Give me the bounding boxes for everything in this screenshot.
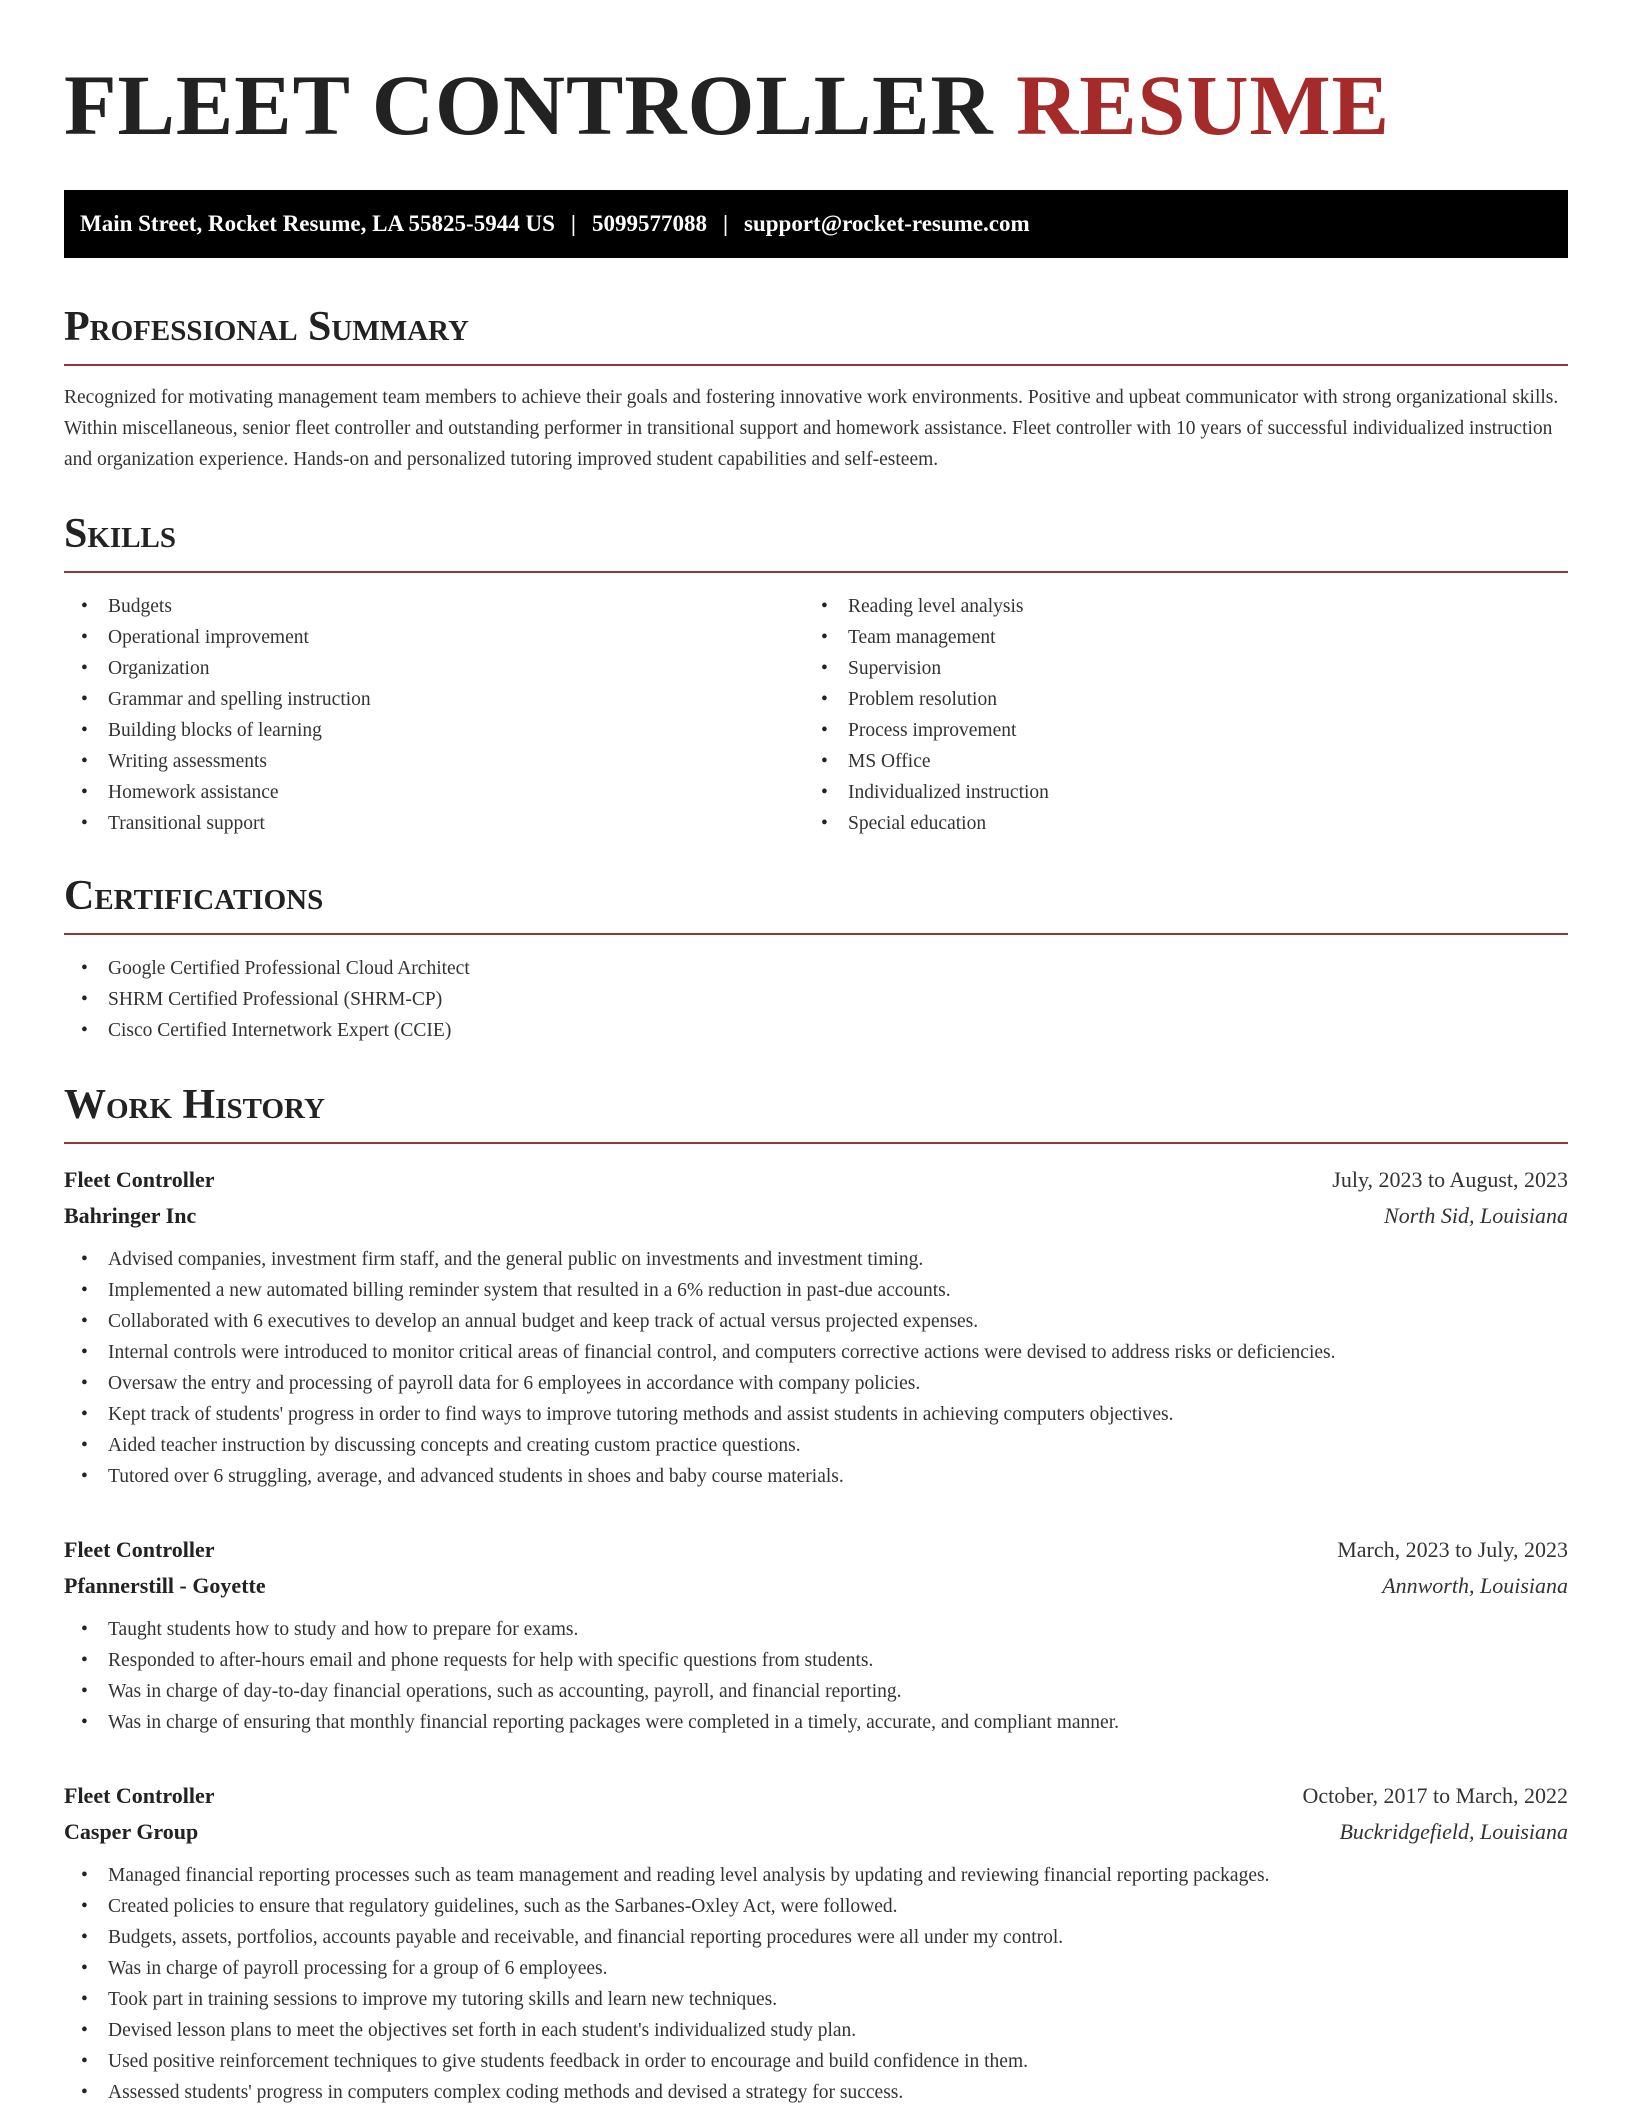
skills-section (64, 509, 1568, 839)
job-location: Annworth, Louisiana (1382, 1573, 1568, 1598)
contact-phone: 5099577088 (591, 211, 707, 236)
job-duty: • Budgets, assets, portfolios, accounts payable and receivable, and financial reporting procedures were all under my control. (64, 1922, 1568, 1953)
skills-list-left (64, 591, 804, 839)
section-heading-work-history: Work History (64, 1080, 1568, 1144)
job-duty: • Oversaw the entry and processing of payroll data for 6 employees in accordance with company policies. (64, 1368, 1568, 1399)
job-dates: July, 2023 to August, 2023 (1332, 1167, 1568, 1192)
job-header-row (64, 1162, 1568, 1198)
skill-item: • Process improvement (804, 715, 1544, 746)
skill-item: • Building blocks of learning (64, 715, 804, 746)
job-duties-list (64, 1860, 1568, 2108)
certification-item: • Cisco Certified Internetwork Expert (CCIE) (64, 1015, 1568, 1046)
job-duty: • Implemented a new automated billing reminder system that resulted in a 6% reduction in past-due accounts. (64, 1275, 1568, 1306)
job-company-row (64, 1814, 1568, 1850)
job-duty: • Tutored over 6 struggling, average, and advanced students in shoes and baby course materials. (64, 1461, 1568, 1492)
skill-item: • Writing assessments (64, 746, 804, 777)
resume-title (64, 48, 1568, 162)
job-company: Casper Group (64, 1819, 199, 1844)
skills-grid (64, 591, 1568, 839)
certification-item: • SHRM Certified Professional (SHRM-CP) (64, 984, 1568, 1015)
certifications-section (64, 871, 1568, 1046)
job-duty: • Internal controls were introduced to monitor critical areas of financial control, and computers corrective actions were devised to address risks or deficiencies. (64, 1337, 1568, 1368)
skill-item: • Transitional support (64, 808, 804, 839)
skill-item: • Budgets (64, 591, 804, 622)
skill-item: • Problem resolution (804, 684, 1544, 715)
job-duty: • Took part in training sessions to improve my tutoring skills and learn new techniques. (64, 1984, 1568, 2015)
job-title: Fleet Controller (64, 1783, 215, 1808)
resume-title-accent: RESUME (1016, 57, 1391, 153)
job-company-row (64, 1198, 1568, 1234)
job-duty: • Taught students how to study and how to prepare for exams. (64, 1614, 1568, 1645)
job-header-row (64, 1778, 1568, 1814)
job-duties-list (64, 1614, 1568, 1738)
job-entry (64, 1162, 1568, 1492)
work-history-section (64, 1080, 1568, 2108)
skills-list-right (804, 591, 1544, 839)
skill-item: • Team management (804, 622, 1544, 653)
section-heading-certifications: Certifications (64, 871, 1568, 935)
job-duty: • Aided teacher instruction by discussing concepts and creating custom practice questions. (64, 1430, 1568, 1461)
job-duty: • Created policies to ensure that regulatory guidelines, such as the Sarbanes-Oxley Act, were followed. (64, 1891, 1568, 1922)
skill-item: • Operational improvement (64, 622, 804, 653)
job-header-row (64, 1532, 1568, 1568)
job-duty: • Was in charge of payroll processing for a group of 6 employees. (64, 1953, 1568, 1984)
job-title: Fleet Controller (64, 1537, 215, 1562)
job-duty: • Devised lesson plans to meet the objectives set forth in each student's individualized study plan. (64, 2015, 1568, 2046)
job-location: North Sid, Louisiana (1384, 1203, 1568, 1228)
certification-item: • Google Certified Professional Cloud Architect (64, 953, 1568, 984)
resume-title-main: FLEET CONTROLLER (64, 57, 994, 153)
skill-item: • Grammar and spelling instruction (64, 684, 804, 715)
skill-item: • Individualized instruction (804, 777, 1544, 808)
job-duty: • Used positive reinforcement techniques to give students feedback in order to encourage and build confidence in them. (64, 2046, 1568, 2077)
job-entry (64, 1532, 1568, 1738)
job-title: Fleet Controller (64, 1167, 215, 1192)
summary-section (64, 302, 1568, 475)
skill-item: • MS Office (804, 746, 1544, 777)
contact-address: Main Street, Rocket Resume, LA 55825-5944 US (80, 211, 555, 236)
job-duties-list (64, 1244, 1568, 1492)
job-duty: • Was in charge of day-to-day financial operations, such as accounting, payroll, and financial reporting. (64, 1676, 1568, 1707)
job-duty: • Assessed students' progress in computers complex coding methods and devised a strategy for success. (64, 2077, 1568, 2108)
job-location: Buckridgefield, Louisiana (1339, 1819, 1568, 1844)
skill-item: • Reading level analysis (804, 591, 1544, 622)
job-duty: • Was in charge of ensuring that monthly financial reporting packages were completed in a timely, accurate, and compliant manner. (64, 1707, 1568, 1738)
section-heading-summary: Professional Summary (64, 302, 1568, 366)
contact-bar (64, 190, 1568, 258)
job-duty: • Kept track of students' progress in order to find ways to improve tutoring methods and assist students in achieving computers objectives. (64, 1399, 1568, 1430)
section-heading-skills: Skills (64, 509, 1568, 573)
job-dates: March, 2023 to July, 2023 (1337, 1537, 1568, 1562)
skill-item: • Supervision (804, 653, 1544, 684)
job-duty: • Collaborated with 6 executives to develop an annual budget and keep track of actual versus projected expenses. (64, 1306, 1568, 1337)
certifications-list (64, 953, 1568, 1046)
job-duty: • Managed financial reporting processes such as team management and reading level analysis by updating and reviewing financial reporting packages. (64, 1860, 1568, 1891)
job-company: Pfannerstill - Goyette (64, 1573, 266, 1598)
job-company-row (64, 1568, 1568, 1604)
job-duty: • Advised companies, investment firm staff, and the general public on investments and investment timing. (64, 1244, 1568, 1275)
skill-item: • Organization (64, 653, 804, 684)
job-entry (64, 1778, 1568, 2108)
job-company: Bahringer Inc (64, 1203, 197, 1228)
job-duty: • Responded to after-hours email and phone requests for help with specific questions from students. (64, 1645, 1568, 1676)
job-dates: October, 2017 to March, 2022 (1302, 1783, 1568, 1808)
skill-item: • Special education (804, 808, 1544, 839)
contact-separator: | (570, 211, 576, 236)
skill-item: • Homework assistance (64, 777, 804, 808)
contact-separator: | (722, 211, 729, 236)
summary-text: Recognized for motivating management team members to achieve their goals and fostering innovative work environments. Positive and upbeat communicator with strong organizational skills. Within miscellaneous, senior fleet controller and outstanding performer in transitional support and homework assistance. Fleet controller with 10 years of successful individualized instruction and organization experience. Hands-on and personalized tutoring improved student capabilities and self-esteem. (64, 387, 1559, 470)
contact-email: support@rocket-resume.com (744, 211, 1030, 236)
